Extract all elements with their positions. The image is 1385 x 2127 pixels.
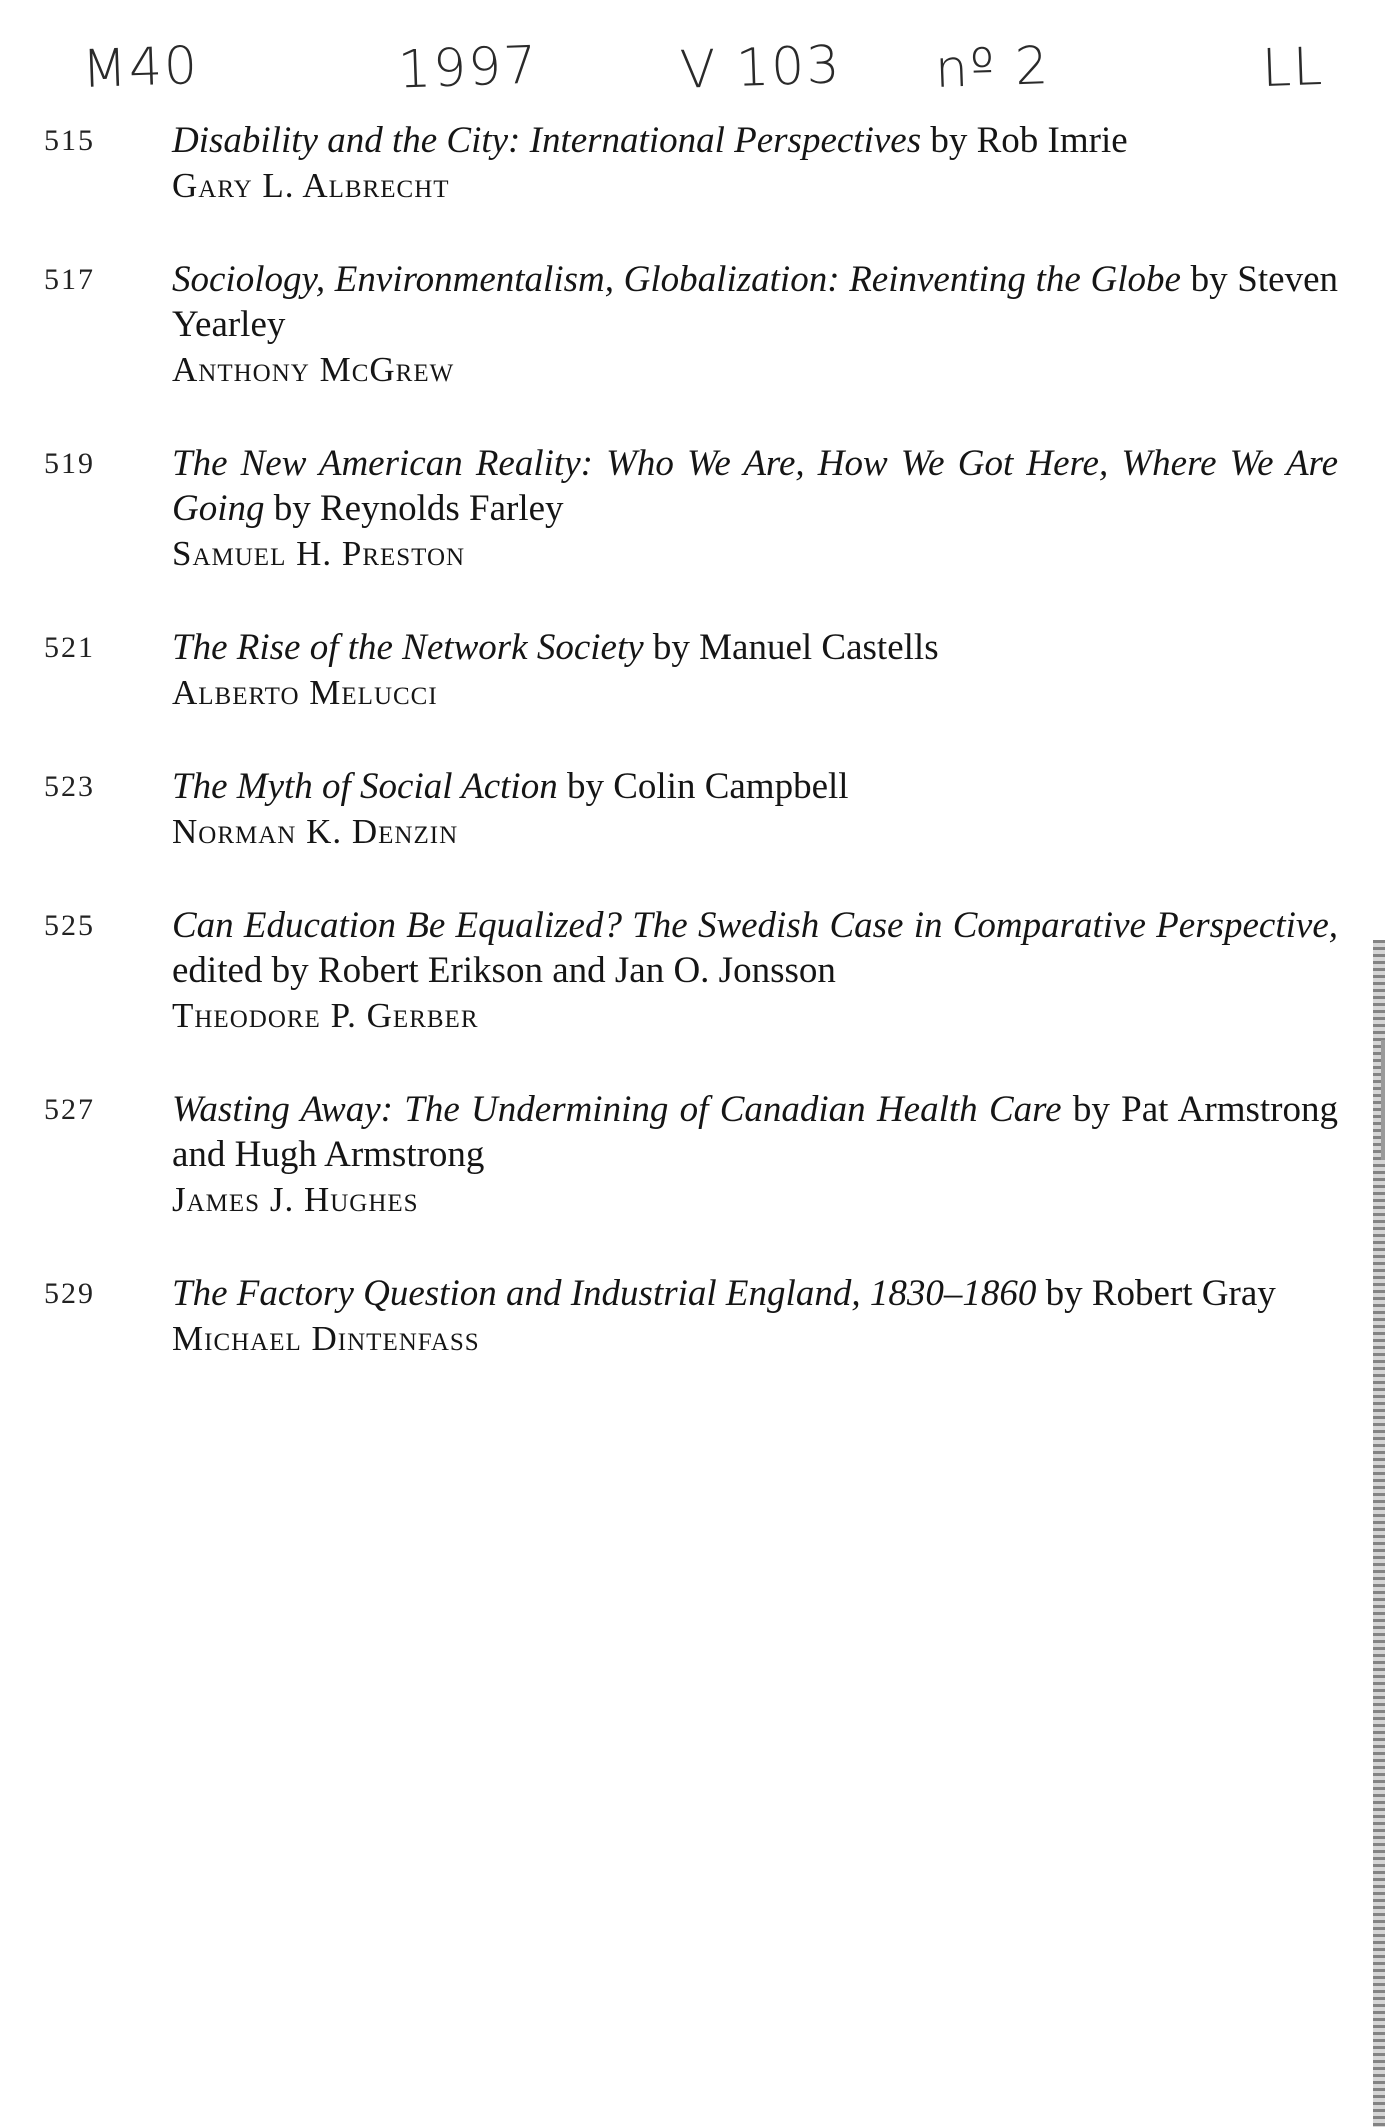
review-entry [0, 441, 1385, 577]
book-byline: by Reynolds Farley [264, 488, 564, 529]
book-title: The Myth of Social Action [172, 766, 558, 807]
reviewer-name: Samuel H. Preston [172, 534, 466, 573]
book-title: Wasting Away: The Undermining of Canadian Health Care [172, 1089, 1062, 1130]
entry-body [172, 257, 1338, 393]
review-entry [0, 1271, 1385, 1362]
book-byline: by Pat Armstrong and Hugh Armstrong [172, 1089, 1338, 1175]
page-number: 525 [44, 909, 95, 942]
review-entry [0, 1087, 1385, 1223]
entry-body [172, 1271, 1338, 1362]
book-byline: by Robert Gray [1036, 1273, 1276, 1314]
reviewer-name: Michael Dintenfass [172, 1319, 480, 1358]
page-number: 529 [44, 1277, 95, 1310]
page-number: 519 [44, 447, 95, 480]
reviewer-name: Gary L. Albrecht [172, 166, 450, 205]
reviewer-name: Anthony McGrew [172, 350, 455, 389]
entry-body [172, 903, 1338, 1039]
title-line [172, 625, 1338, 670]
title-line [172, 441, 1338, 531]
title-line [172, 1271, 1338, 1316]
book-title: Disability and the City: International Perspectives [172, 120, 922, 161]
book-title: The Rise of the Network Society [172, 627, 644, 668]
review-entry [0, 118, 1385, 209]
page-number: 521 [44, 631, 95, 664]
book-byline: edited by Robert Erikson and Jan O. Jonsson [172, 950, 836, 991]
reviewer-name: Norman K. Denzin [172, 812, 459, 851]
title-line [172, 118, 1338, 163]
title-line [172, 764, 1338, 809]
page-number: 527 [44, 1093, 95, 1126]
review-entry [0, 764, 1385, 855]
handwritten-initials: LL [1260, 36, 1325, 100]
handwritten-number: nº 2 [933, 36, 1052, 100]
book-byline: by Rob Imrie [921, 120, 1128, 161]
reviewer-name: James J. Hughes [172, 1180, 419, 1219]
handwritten-mark: M40 [80, 35, 201, 101]
entry-body [172, 625, 1338, 716]
reviewer-name: Alberto Melucci [172, 673, 438, 712]
page-number: 515 [44, 124, 95, 157]
book-title: Sociology, Environmentalism, Globalization: Reinventing the Globe [172, 259, 1181, 300]
page-number: 517 [44, 263, 95, 296]
handwritten-annotation [0, 18, 1385, 108]
title-line [172, 1087, 1338, 1177]
entry-body [172, 1087, 1338, 1223]
entry-body [172, 118, 1338, 209]
review-entry [0, 257, 1385, 393]
book-title: The Factory Question and Industrial England, 1830–1860 [172, 1273, 1037, 1314]
handwritten-volume: V 103 [679, 35, 843, 101]
reviewer-name: Theodore P. Gerber [172, 996, 479, 1035]
book-byline: by Manuel Castells [643, 627, 939, 668]
scan-edge-mark [1381, 1040, 1385, 1160]
book-reviews-list [0, 118, 1385, 1410]
title-line [172, 257, 1338, 347]
entry-body [172, 764, 1338, 855]
book-byline: by Steven Yearley [172, 259, 1339, 345]
review-entry [0, 625, 1385, 716]
entry-body [172, 441, 1338, 577]
book-title: The New American Reality: Who We Are, How We Got Here, Where We Are Going [172, 443, 1338, 529]
book-byline: by Colin Campbell [557, 766, 849, 807]
review-entry [0, 903, 1385, 1039]
book-title: Can Education Be Equalized? The Swedish Case in Comparative Perspective, [172, 905, 1338, 946]
handwritten-year: 1997 [396, 35, 540, 101]
title-line [172, 903, 1338, 993]
page-number: 523 [44, 770, 95, 803]
